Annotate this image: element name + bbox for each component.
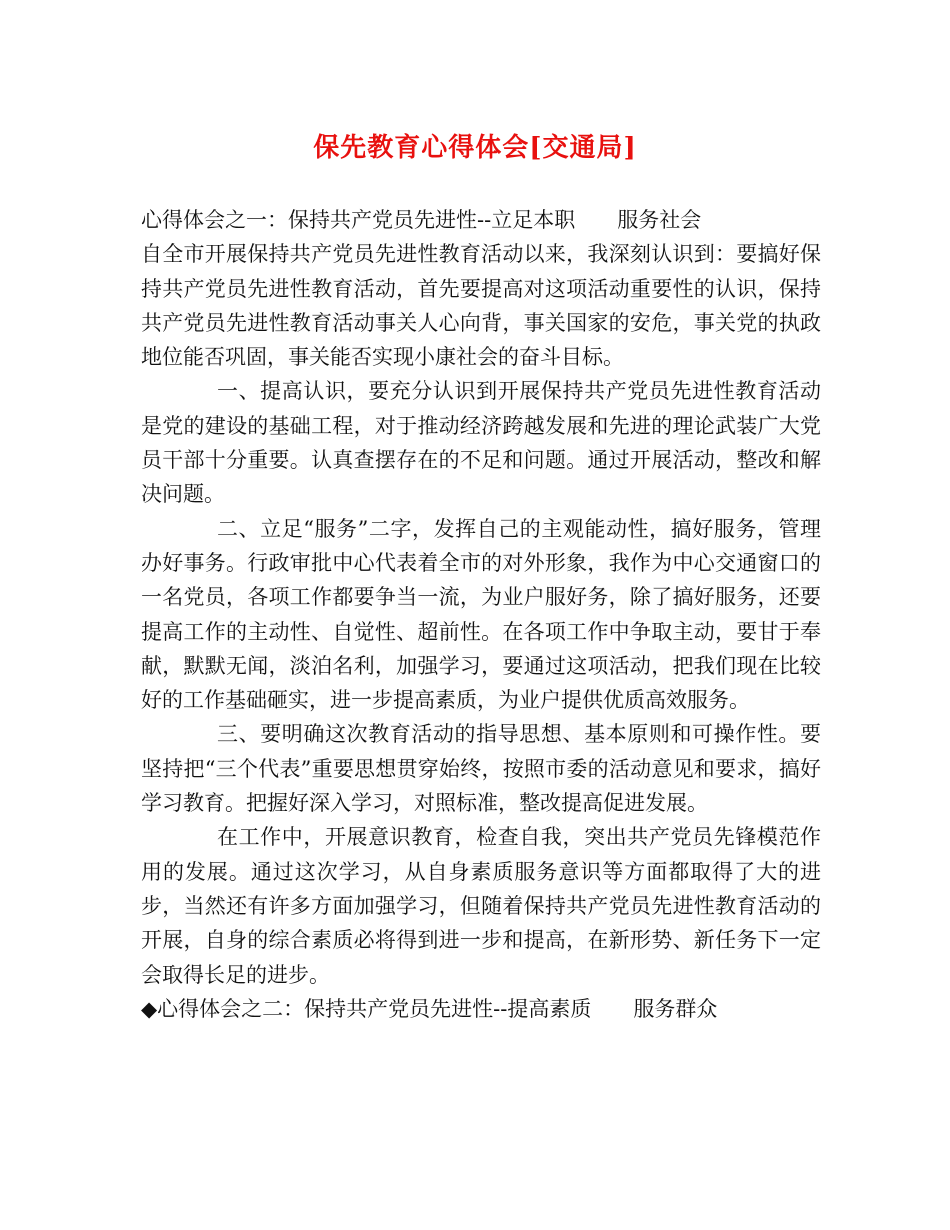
point1-paragraph: 一、提高认识，要充分认识到开展保持共产党员先进性教育活动是党的建设的基础工程，对于推动经济跨越发展和先进的理论武装广大党员干部十分重要。认真查摆存在的不足和问题。通过开展活动，整改和解决问题。 — [141, 379, 821, 507]
intro-paragraph: 自全市开展保持共产党员先进性教育活动以来，我深刻认识到：要搞好保持共产党员先进性教育活动，首先要提高对这项活动重要性的认识，保持共产党员先进性教育活动事关人心向背，事关国家的安危，事关党的执政地位能否巩固，事关能否实现小康社会的奋斗目标。 — [141, 242, 821, 370]
point2-paragraph: 二、立足“服务”二字，发挥自己的主观能动性，搞好服务，管理办好事务。行政审批中心代表着全市的对外形象，我作为中心交通窗口的一名党员，各项工作都要争当一流，为业户服好务，除了搞好服务，还要提高工作的主动性、自觉性、超前性。在各项工作中争取主动，要甘于奉献，默默无闻，淡泊名利，加强学习，要通过这项活动，把我们现在比较好的工作基础砸实，进一步提高素质，为业户提供优质高效服务。 — [141, 516, 821, 713]
document-body — [141, 203, 821, 1026]
document-title: 保先教育心得体会[交通局] — [313, 133, 637, 163]
section1-heading: 心得体会之一：保持共产党员先进性--立足本职 服务社会 — [141, 208, 702, 232]
section2-heading: ◆心得体会之二：保持共产党员先进性--提高素质 服务群众 — [141, 996, 718, 1021]
conclusion-paragraph: 在工作中，开展意识教育，检查自我，突出共产党员先锋模范作用的发展。通过这次学习，从自身素质服务意识等方面都取得了大的进步，当然还有许多方面加强学习，但随着保持共产党员先进性教育活动的开展，自身的综合素质必将得到进一步和提高，在新形势、新任务下一定会取得长足的进步。 — [141, 825, 821, 987]
point3-paragraph: 三、要明确这次教育活动的指导思想、基本原则和可操作性。要坚持把“三个代表”重要思想贯穿始终，按照市委的活动意见和要求，搞好学习教育。把握好深入学习，对照标准，整改提高促进发展。 — [141, 722, 821, 816]
